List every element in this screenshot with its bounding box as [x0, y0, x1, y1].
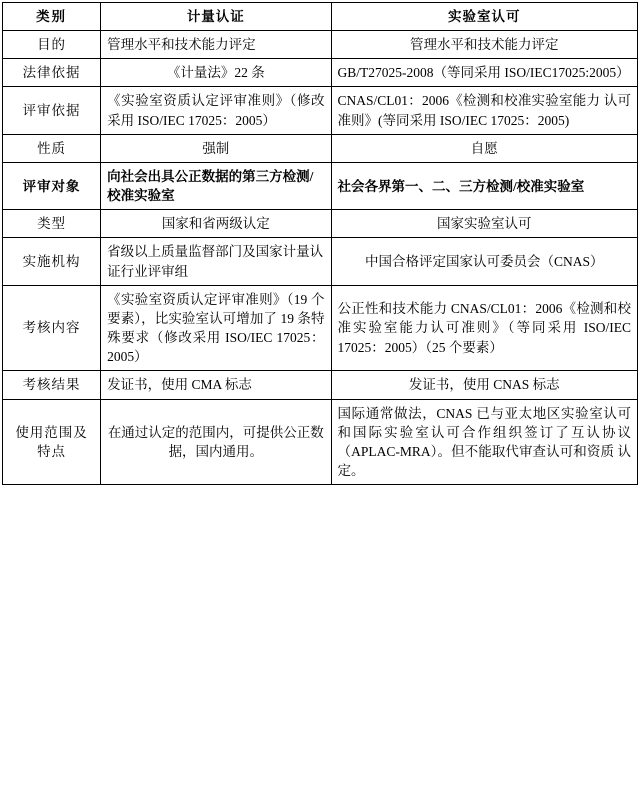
row-value-cma: 在通过认定的范围内，可提供公正数据，国内通用。 [101, 399, 331, 485]
row-value-cma: 发证书，使用 CMA 标志 [101, 371, 331, 399]
row-label: 目的 [3, 31, 101, 59]
row-label: 评审依据 [3, 87, 101, 134]
table-row [3, 238, 638, 285]
column-header-cma: 计量认证 [101, 3, 331, 31]
column-header-category: 类别 [3, 3, 101, 31]
comparison-table [2, 2, 638, 485]
row-value-cma: 《计量法》22 条 [101, 59, 331, 87]
table-row [3, 134, 638, 162]
row-value-cma: 《实验室资质认定评审准则》（修改采用 ISO/IEC 17025：2005） [101, 87, 331, 134]
row-value-cma: 《实验室资质认定评审准则》（19 个要素），比实验室认可增加了 19 条特殊要求（修改采用 ISO/IEC 17025：2005） [101, 285, 331, 371]
table-row [3, 399, 638, 485]
table-row [3, 285, 638, 371]
row-label: 考核内容 [3, 285, 101, 371]
row-value-cnas: 自愿 [331, 134, 638, 162]
row-value-cnas: 管理水平和技术能力评定 [331, 31, 638, 59]
row-value-cma: 国家和省两级认定 [101, 210, 331, 238]
row-value-cma: 省级以上质量监督部门及国家计量认证行业评审组 [101, 238, 331, 285]
row-value-cnas: 中国合格评定国家认可委员会（CNAS） [331, 238, 638, 285]
row-value-cma: 管理水平和技术能力评定 [101, 31, 331, 59]
row-value-cnas: 公正性和技术能力 CNAS/CL01：2006《检测和校准实验室能力认可准则》（等同采用 ISO/IEC 17025：2005）（25 个要素） [331, 285, 638, 371]
row-value-cnas: GB/T27025-2008（等同采用 ISO/IEC17025:2005） [331, 59, 638, 87]
table-row [3, 371, 638, 399]
row-label: 类型 [3, 210, 101, 238]
row-value-cma: 向社会出具公正数据的第三方检测/校准实验室 [101, 162, 331, 209]
row-label: 评审对象 [3, 162, 101, 209]
table-row [3, 31, 638, 59]
table-header-row [3, 3, 638, 31]
row-value-cnas: 国家实验室认可 [331, 210, 638, 238]
row-value-cnas: 发证书，使用 CNAS 标志 [331, 371, 638, 399]
row-value-cnas: 社会各界第一、二、三方检测/校准实验室 [331, 162, 638, 209]
row-value-cnas: 国际通常做法，CNAS 已与亚太地区实验室认可和国际实验室认可合作组织签订了互认协议（APLAC-MRA）。但不能取代审查认可和资质 认定。 [331, 399, 638, 485]
table-row [3, 162, 638, 209]
row-label: 实施机构 [3, 238, 101, 285]
row-value-cma: 强制 [101, 134, 331, 162]
row-label: 考核结果 [3, 371, 101, 399]
table-row [3, 59, 638, 87]
column-header-cnas: 实验室认可 [331, 3, 638, 31]
table-row [3, 87, 638, 134]
row-label: 法律依据 [3, 59, 101, 87]
row-label: 使用范围及特点 [3, 399, 101, 485]
row-label: 性质 [3, 134, 101, 162]
row-value-cnas: CNAS/CL01：2006《检测和校准实验室能力 认可准则》(等同采用 ISO/IEC 17025：2005) [331, 87, 638, 134]
table-row [3, 210, 638, 238]
